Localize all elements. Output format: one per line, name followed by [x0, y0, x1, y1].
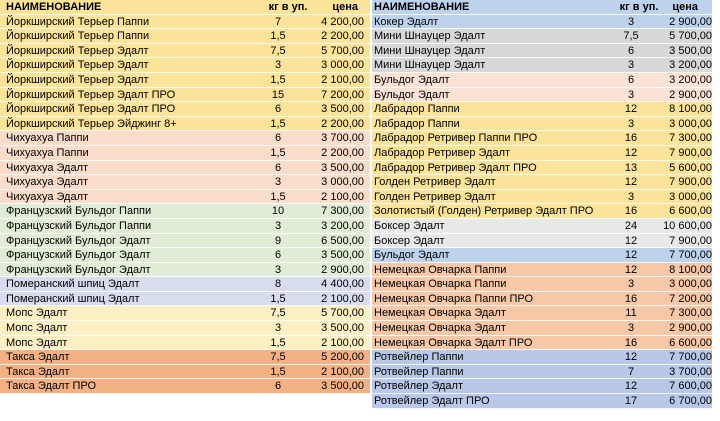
table-row [372, 248, 712, 263]
product-name: Французский Бульдог Эдалт [6, 263, 151, 276]
table-row [0, 88, 370, 103]
price-value: 3 500,00 [321, 380, 364, 393]
product-name: Ротвейлер Паппи [374, 351, 464, 364]
table-row [0, 321, 370, 336]
package-weight: 1,5 [270, 117, 286, 130]
table-row [0, 29, 370, 44]
package-weight: 1,5 [270, 146, 286, 159]
price-value: 8 100,00 [669, 103, 712, 116]
product-name: Такса Эдалт [6, 351, 70, 364]
price-value: 8 100,00 [669, 263, 712, 276]
column-header-name: НАИМЕНОВАНИЕ [6, 1, 102, 13]
price-value: 3 700,00 [669, 365, 712, 378]
left-header-row [0, 0, 370, 15]
product-name: Йоркширский Терьер Эдалт [6, 73, 149, 86]
price-value: 5 600,00 [669, 161, 712, 174]
table-row [0, 131, 370, 146]
table-row [372, 15, 712, 30]
price-value: 2 900,00 [321, 263, 364, 276]
price-value: 7 700,00 [669, 249, 712, 262]
price-value: 4 400,00 [321, 278, 364, 291]
product-name: Йоркширский Терьер Эдалт ПРО [6, 88, 176, 101]
package-weight: 12 [624, 380, 638, 393]
column-header-kg: кг в уп. [619, 1, 659, 13]
price-value: 5 700,00 [669, 30, 712, 43]
price-value: 7 900,00 [669, 234, 712, 247]
table-row [372, 117, 712, 132]
price-value: 7 300,00 [669, 307, 712, 320]
product-name: Французский Бульдог Паппи [6, 205, 152, 218]
package-weight: 3 [627, 88, 635, 101]
table-row [372, 204, 712, 219]
column-header-name: НАИМЕНОВАНИЕ [374, 1, 470, 13]
table-row [0, 350, 370, 365]
left-price-table [0, 0, 370, 394]
right-price-table [372, 0, 712, 409]
package-weight: 6 [627, 44, 635, 57]
column-header-price: цена [332, 1, 358, 13]
price-value: 3 000,00 [321, 176, 364, 189]
package-weight: 1,5 [270, 30, 286, 43]
table-row [372, 277, 712, 292]
price-value: 3 000,00 [669, 278, 712, 291]
package-weight: 6 [274, 132, 282, 145]
table-row [0, 161, 370, 176]
package-weight: 1,5 [270, 336, 286, 349]
price-value: 7 900,00 [669, 146, 712, 159]
table-row [0, 379, 370, 394]
product-name: Чихуахуа Эдалт [6, 190, 89, 203]
package-weight: 7,5 [270, 351, 286, 364]
product-name: Французский Бульдог Эдалт [6, 234, 151, 247]
table-row [372, 58, 712, 73]
product-name: Мопс Эдалт [6, 336, 68, 349]
product-name: Йоркширский Терьер Эдалт [6, 44, 149, 57]
table-row [372, 336, 712, 351]
product-name: Ротвейлер Паппи [374, 365, 464, 378]
price-value: 7 900,00 [669, 176, 712, 189]
price-value: 6 600,00 [669, 205, 712, 218]
table-row [0, 146, 370, 161]
package-weight: 16 [624, 205, 638, 218]
package-weight: 6 [274, 103, 282, 116]
product-name: Мини Шнауцер Эдалт [374, 44, 486, 57]
table-row [0, 234, 370, 249]
table-row [372, 234, 712, 249]
package-weight: 3 [627, 59, 635, 72]
product-name: Голден Ретривер Эдалт [374, 190, 496, 203]
table-row [0, 277, 370, 292]
product-name: Немецкая Овчарка Эдалт [374, 307, 506, 320]
price-value: 3 000,00 [669, 117, 712, 130]
package-weight: 12 [624, 249, 638, 262]
table-row [372, 190, 712, 205]
product-name: Мини Шнауцер Эдалт [374, 30, 486, 43]
package-weight: 12 [624, 176, 638, 189]
table-row [0, 219, 370, 234]
table-row [372, 73, 712, 88]
package-weight: 3 [274, 59, 282, 72]
table-row [0, 336, 370, 351]
product-name: Лабрадор Паппи [374, 103, 460, 116]
table-row [372, 365, 712, 380]
price-value: 6 600,00 [669, 336, 712, 349]
package-weight: 12 [624, 263, 638, 276]
product-name: Немецкая Овчарка Паппи [374, 278, 507, 291]
table-row [0, 190, 370, 205]
table-row [372, 146, 712, 161]
product-name: Такса Эдалт [6, 365, 70, 378]
table-row [372, 29, 712, 44]
package-weight: 7,5 [623, 30, 639, 43]
package-weight: 1,5 [270, 190, 286, 203]
package-weight: 24 [624, 219, 638, 232]
price-value: 2 100,00 [321, 365, 364, 378]
package-weight: 3 [274, 263, 282, 276]
package-weight: 6 [274, 380, 282, 393]
package-weight: 10 [271, 205, 285, 218]
table-row [372, 263, 712, 278]
product-name: Боксер Эдалт [374, 234, 445, 247]
package-weight: 7,5 [270, 44, 286, 57]
price-value: 3 200,00 [669, 73, 712, 86]
price-value: 3 500,00 [321, 161, 364, 174]
right-header-row [372, 0, 712, 15]
price-value: 3 500,00 [321, 322, 364, 335]
package-weight: 3 [627, 190, 635, 203]
table-row [372, 350, 712, 365]
package-weight: 11 [625, 307, 637, 320]
price-value: 2 100,00 [321, 190, 364, 203]
table-row [0, 292, 370, 307]
package-weight: 1,5 [270, 365, 286, 378]
price-value: 3 200,00 [321, 219, 364, 232]
table-row [0, 248, 370, 263]
product-name: Кокер Эдалт [374, 15, 439, 28]
product-name: Чихуахуа Эдалт [6, 176, 89, 189]
package-weight: 12 [624, 146, 638, 159]
package-weight: 7,5 [270, 307, 286, 320]
price-value: 3 500,00 [321, 249, 364, 262]
package-weight: 16 [624, 336, 638, 349]
price-value: 3 000,00 [321, 59, 364, 72]
product-name: Чихуахуа Паппи [6, 146, 89, 159]
package-weight: 3 [274, 219, 282, 232]
table-row [372, 394, 712, 409]
table-row [372, 131, 712, 146]
price-value: 2 200,00 [321, 146, 364, 159]
product-name: Золотистый (Голден) Ретривер Эдалт ПРО [374, 205, 594, 218]
table-row [0, 117, 370, 132]
price-value: 5 700,00 [321, 44, 364, 57]
price-value: 2 900,00 [669, 322, 712, 335]
price-value: 4 200,00 [321, 15, 364, 28]
product-name: Лабрадор Ретривер Паппи ПРО [374, 132, 538, 145]
product-name: Бульдог Эдалт [374, 73, 450, 86]
product-name: Йоркширский Терьер Эйджинг 8+ [6, 117, 177, 130]
package-weight: 6 [627, 73, 635, 86]
price-value: 7 700,00 [669, 351, 712, 364]
product-name: Такса Эдалт ПРО [6, 380, 97, 393]
package-weight: 15 [271, 88, 285, 101]
table-row [0, 365, 370, 380]
package-weight: 8 [274, 278, 282, 291]
table-row [0, 102, 370, 117]
product-name: Бульдог Эдалт [374, 249, 450, 262]
product-name: Мини Шнауцер Эдалт [374, 59, 486, 72]
product-name: Лабрадор Ретривер Эдалт ПРО [374, 161, 537, 174]
package-weight: 3 [627, 15, 635, 28]
product-name: Чихуахуа Эдалт [6, 161, 89, 174]
package-weight: 7 [274, 15, 282, 28]
table-row [372, 44, 712, 59]
package-weight: 3 [627, 322, 635, 335]
price-value: 3 000,00 [669, 190, 712, 203]
package-weight: 12 [624, 103, 638, 116]
table-row [372, 379, 712, 394]
package-weight: 1,5 [270, 292, 286, 305]
product-name: Французский Бульдог Эдалт [6, 249, 151, 262]
package-weight: 17 [624, 395, 638, 408]
price-value: 7 300,00 [321, 205, 364, 218]
product-name: Немецкая Овчарка Эдалт ПРО [374, 336, 533, 349]
product-name: Йоркширский Терьер Эдалт ПРО [6, 103, 176, 116]
package-weight: 6 [274, 161, 282, 174]
column-header-price: цена [672, 1, 698, 13]
price-value: 6 700,00 [669, 395, 712, 408]
table-row [0, 44, 370, 59]
table-row [372, 88, 712, 103]
price-value: 5 200,00 [321, 351, 364, 364]
product-name: Немецкая Овчарка Паппи ПРО [374, 292, 534, 305]
table-row [0, 58, 370, 73]
table-row [0, 263, 370, 278]
package-weight: 3 [274, 322, 282, 335]
price-value: 2 900,00 [669, 88, 712, 101]
price-value: 7 200,00 [321, 88, 364, 101]
right-rows [372, 15, 712, 409]
price-value: 2 900,00 [669, 15, 712, 28]
package-weight: 1,5 [270, 73, 286, 86]
price-value: 7 600,00 [669, 380, 712, 393]
table-row [372, 292, 712, 307]
price-value: 6 500,00 [321, 234, 364, 247]
price-value: 7 300,00 [669, 132, 712, 145]
product-name: Боксер Эдалт [374, 219, 445, 232]
column-header-kg: кг в уп. [268, 1, 308, 13]
package-weight: 13 [624, 161, 638, 174]
product-name: Мопс Эдалт [6, 307, 68, 320]
package-weight: 12 [624, 351, 638, 364]
table-row [0, 204, 370, 219]
product-name: Ротвейлер Эдалт [374, 380, 463, 393]
package-weight: 3 [627, 278, 635, 291]
table-row [372, 175, 712, 190]
package-weight: 9 [274, 234, 282, 247]
price-value: 2 100,00 [321, 73, 364, 86]
product-name: Голден Ретривер Эдалт [374, 176, 496, 189]
package-weight: 16 [624, 132, 638, 145]
table-row [0, 15, 370, 30]
table-row [0, 73, 370, 88]
price-value: 10 600,00 [663, 219, 712, 232]
table-row [372, 219, 712, 234]
product-name: Померанский шпиц Эдалт [6, 292, 140, 305]
table-row [372, 161, 712, 176]
package-weight: 16 [624, 292, 638, 305]
price-value: 2 200,00 [321, 30, 364, 43]
product-name: Йоркширский Терьер Эдалт [6, 59, 149, 72]
price-value: 3 700,00 [321, 132, 364, 145]
product-name: Немецкая Овчарка Паппи [374, 263, 507, 276]
table-row [372, 321, 712, 336]
price-value: 3 500,00 [669, 44, 712, 57]
product-name: Лабрадор Ретривер Эдалт [374, 146, 511, 159]
product-name: Померанский шпиц Эдалт [6, 278, 140, 291]
table-row [0, 306, 370, 321]
product-name: Лабрадор Паппи [374, 117, 460, 130]
product-name: Мопс Эдалт [6, 322, 68, 335]
product-name: Чихуахуа Паппи [6, 132, 89, 145]
left-rows [0, 15, 370, 394]
price-value: 3 500,00 [321, 103, 364, 116]
package-weight: 12 [624, 234, 638, 247]
package-weight: 6 [274, 249, 282, 262]
product-name: Немецкая Овчарка Эдалт [374, 322, 506, 335]
table-row [0, 175, 370, 190]
price-value: 5 700,00 [321, 307, 364, 320]
price-value: 2 200,00 [321, 117, 364, 130]
price-value: 2 100,00 [321, 292, 364, 305]
price-value: 2 100,00 [321, 336, 364, 349]
product-name: Бульдог Эдалт [374, 88, 450, 101]
product-name: Йоркширский Терьер Паппи [6, 15, 150, 28]
product-name: Ротвейлер Эдалт ПРО [374, 395, 490, 408]
price-value: 3 200,00 [669, 59, 712, 72]
table-row [372, 306, 712, 321]
package-weight: 3 [274, 176, 282, 189]
package-weight: 7 [627, 365, 635, 378]
price-value: 7 200,00 [669, 292, 712, 305]
product-name: Йоркширский Терьер Паппи [6, 30, 150, 43]
package-weight: 3 [627, 117, 635, 130]
table-row [372, 102, 712, 117]
product-name: Французский Бульдог Паппи [6, 219, 152, 232]
